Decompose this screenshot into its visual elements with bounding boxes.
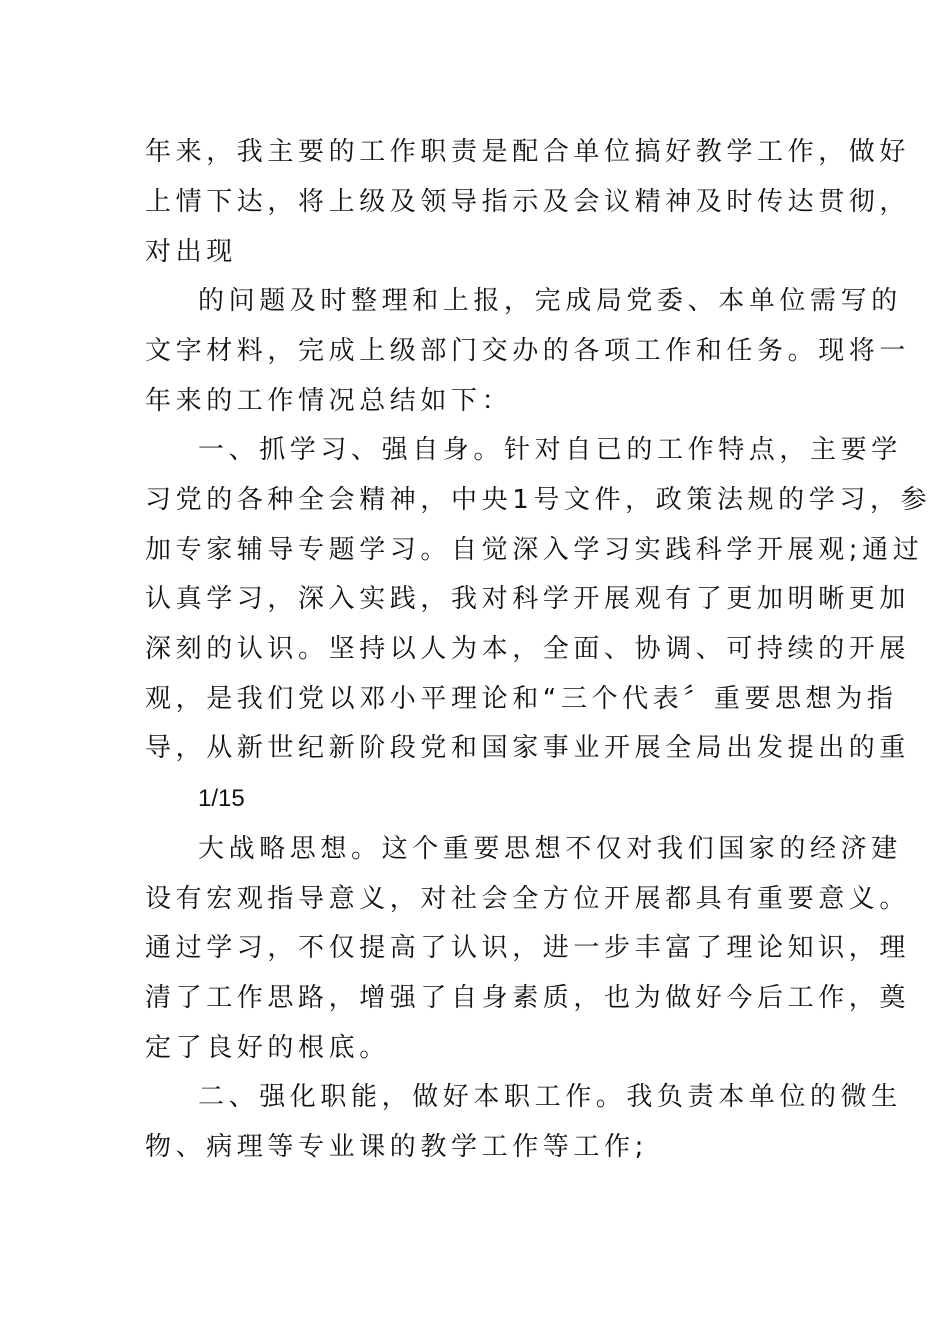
text-line: 定了良好的根底。 — [145, 1033, 390, 1063]
text-line: 二、强化职能，做好本职工作。我负责本单位的微生 — [198, 1082, 902, 1112]
text-line: 导，从新世纪新阶段党和国家事业开展全局出发提出的重 — [145, 733, 911, 763]
text-line: 年来，我主要的工作职责是配合单位搞好教学工作，做好 — [145, 137, 911, 167]
text-line: 清了工作思路，增强了自身素质，也为做好今后工作，奠 — [145, 983, 911, 1013]
text-line: 深刻的认识。坚持以人为本，全面、协调、可持续的开展 — [145, 634, 911, 664]
text-line: 物、病理等专业课的教学工作等工作; — [145, 1132, 648, 1162]
page-number: 1/15 — [198, 785, 245, 812]
text-line: 一、抓学习、强自身。针对自已的工作特点，主要学 — [198, 435, 902, 465]
text-line: 大战略思想。这个重要思想不仅对我们国家的经济建 — [198, 834, 902, 864]
text-line: 年来的工作情况总结如下： — [145, 386, 513, 416]
text-line: 加专家辅导专题学习。自觉深入学习实践科学开展观;通过 — [145, 535, 924, 565]
text-line: 观，是我们党以邓小平理论和“三个代表〞重要思想为指 — [145, 684, 898, 714]
text-line: 习党的各种全会精神，中央1号文件，政策法规的学习，参 — [145, 485, 932, 515]
text-line: 文字材料，完成上级部门交办的各项工作和任务。现将一 — [145, 336, 911, 366]
text-line: 通过学习，不仅提高了认识，进一步丰富了理论知识，理 — [145, 933, 911, 963]
text-line: 设有宏观指导意义，对社会全方位开展都具有重要意义。 — [145, 884, 911, 914]
text-line: 认真学习，深入实践，我对科学开展观有了更加明晰更加 — [145, 584, 911, 614]
text-line: 上情下达，将上级及领导指示及会议精神及时传达贯彻， — [145, 187, 911, 217]
text-line: 的问题及时整理和上报，完成局党委、本单位需写的 — [198, 286, 902, 316]
text-line: 对出现 — [145, 237, 237, 267]
